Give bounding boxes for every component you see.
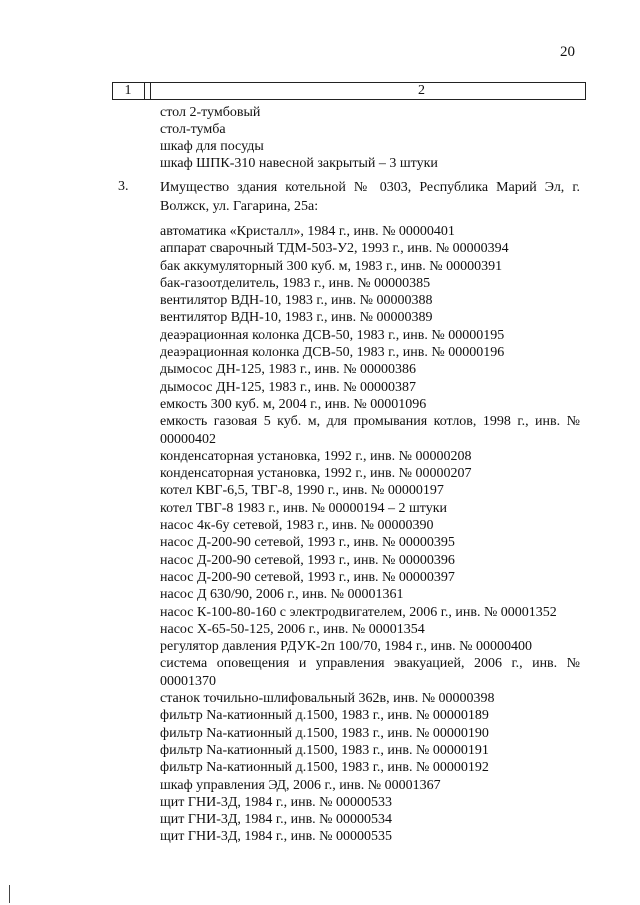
list-item: бак аккумуляторный 300 куб. м, 1983 г., инв. № 00000391 [160, 258, 503, 274]
list-item: бак-газоотделитель, 1983 г., инв. № 00000385 [160, 275, 431, 291]
list-item: шкаф управления ЭД, 2006 г., инв. № 00001367 [160, 777, 441, 793]
list-item: стол 2-тумбовый [160, 105, 261, 120]
list-item: фильтр Na-катионный д.1500, 1983 г., инв. № 00000189 [160, 708, 489, 724]
table-header-col-2: 2 [418, 83, 425, 98]
list-item: дымосос ДН-125, 1983 г., инв. № 00000387 [160, 379, 416, 395]
list-item: деаэрационная колонка ДСВ-50, 1983 г., инв. № 00000195 [160, 327, 505, 343]
list-item: насос Д 630/90, 2006 г., инв. № 00001361 [160, 587, 404, 603]
list-item: емкость газовая 5 куб. м, для промывания котлов, 1998 г., инв. № 00000402 [160, 414, 580, 447]
list-item: насос 4к-6у сетевой, 1983 г., инв. № 00000390 [160, 518, 434, 534]
list-item: вентилятор ВДН-10, 1983 г., инв. № 00000389 [160, 310, 433, 326]
list-item: щит ГНИ-3Д, 1984 г., инв. № 00000533 [160, 794, 393, 810]
list-item: насос Д-200-90 сетевой, 1993 г., инв. № 00000396 [160, 552, 455, 568]
list-item: вентилятор ВДН-10, 1983 г., инв. № 00000388 [160, 293, 433, 309]
table-column-divider-2 [150, 83, 151, 99]
list-item: автоматика «Кристалл», 1984 г., инв. № 00000401 [160, 224, 455, 239]
list-item: шкаф для посуды [160, 139, 264, 154]
list-item: конденсаторная установка, 1992 г., инв. № 00000207 [160, 466, 472, 482]
list-item: фильтр Na-катионный д.1500, 1983 г., инв. № 00000191 [160, 742, 489, 758]
table-border-right [585, 83, 586, 99]
list-item: насос Д-200-90 сетевой, 1993 г., инв. № 00000395 [160, 535, 455, 551]
section-title: Имущество здания котельной № 0303, Республика Марий Эл, г. Волжск, ул. Гагарина, 25а: [160, 180, 580, 214]
list-item: насос Д-200-90 сетевой, 1993 г., инв. № 00000397 [160, 569, 455, 585]
list-item: котел КВГ-6,5, ТВГ-8, 1990 г., инв. № 00000197 [160, 483, 444, 499]
list-item: насос Х-65-50-125, 2006 г., инв. № 00001354 [160, 621, 425, 637]
list-item: аппарат сварочный ТДМ-503-У2, 1993 г., инв. № 00000394 [160, 241, 509, 257]
table-column-divider [144, 83, 145, 99]
property-list [160, 223, 580, 846]
list-item: станок точильно-шлифовальный 362в, инв. № 00000398 [160, 691, 495, 707]
list-item: стол-тумба [160, 122, 226, 137]
list-item: регулятор давления РДУК-2п 100/70, 1984 г., инв. № 00000400 [160, 639, 532, 655]
list-item: шкаф ШПК-310 навесной закрытый – 3 штуки [160, 156, 438, 171]
list-item: щит ГНИ-3Д, 1984 г., инв. № 00000534 [160, 812, 393, 828]
list-item: щит ГНИ-3Д, 1984 г., инв. № 00000535 [160, 829, 393, 845]
list-item: фильтр Na-катионный д.1500, 1983 г., инв. № 00000190 [160, 725, 489, 741]
list-item: фильтр Na-катионный д.1500, 1983 г., инв. № 00000192 [160, 760, 489, 776]
list-item: емкость 300 куб. м, 2004 г., инв. № 00001096 [160, 396, 427, 412]
page-number: 20 [560, 44, 575, 60]
table-header-row [112, 82, 586, 100]
list-item: конденсаторная установка, 1992 г., инв. № 00000208 [160, 448, 472, 464]
list-item: котел ТВГ-8 1983 г., инв. № 00000194 – 2 штуки [160, 500, 447, 516]
section-number: 3. [118, 179, 129, 194]
list-item: деаэрационная колонка ДСВ-50, 1983 г., инв. № 00000196 [160, 345, 505, 361]
scan-margin-mark [9, 885, 10, 903]
continued-items-list [160, 104, 580, 172]
list-item: насос К-100-80-160 с электродвигателем, 2006 г., инв. № 00001352 [160, 604, 557, 620]
table-header-col-1: 1 [124, 83, 132, 98]
list-item: дымосос ДН-125, 1983 г., инв. № 00000386 [160, 362, 416, 378]
list-item: система оповещения и управления эвакуацией, 2006 г., инв. № 00001370 [160, 656, 580, 689]
